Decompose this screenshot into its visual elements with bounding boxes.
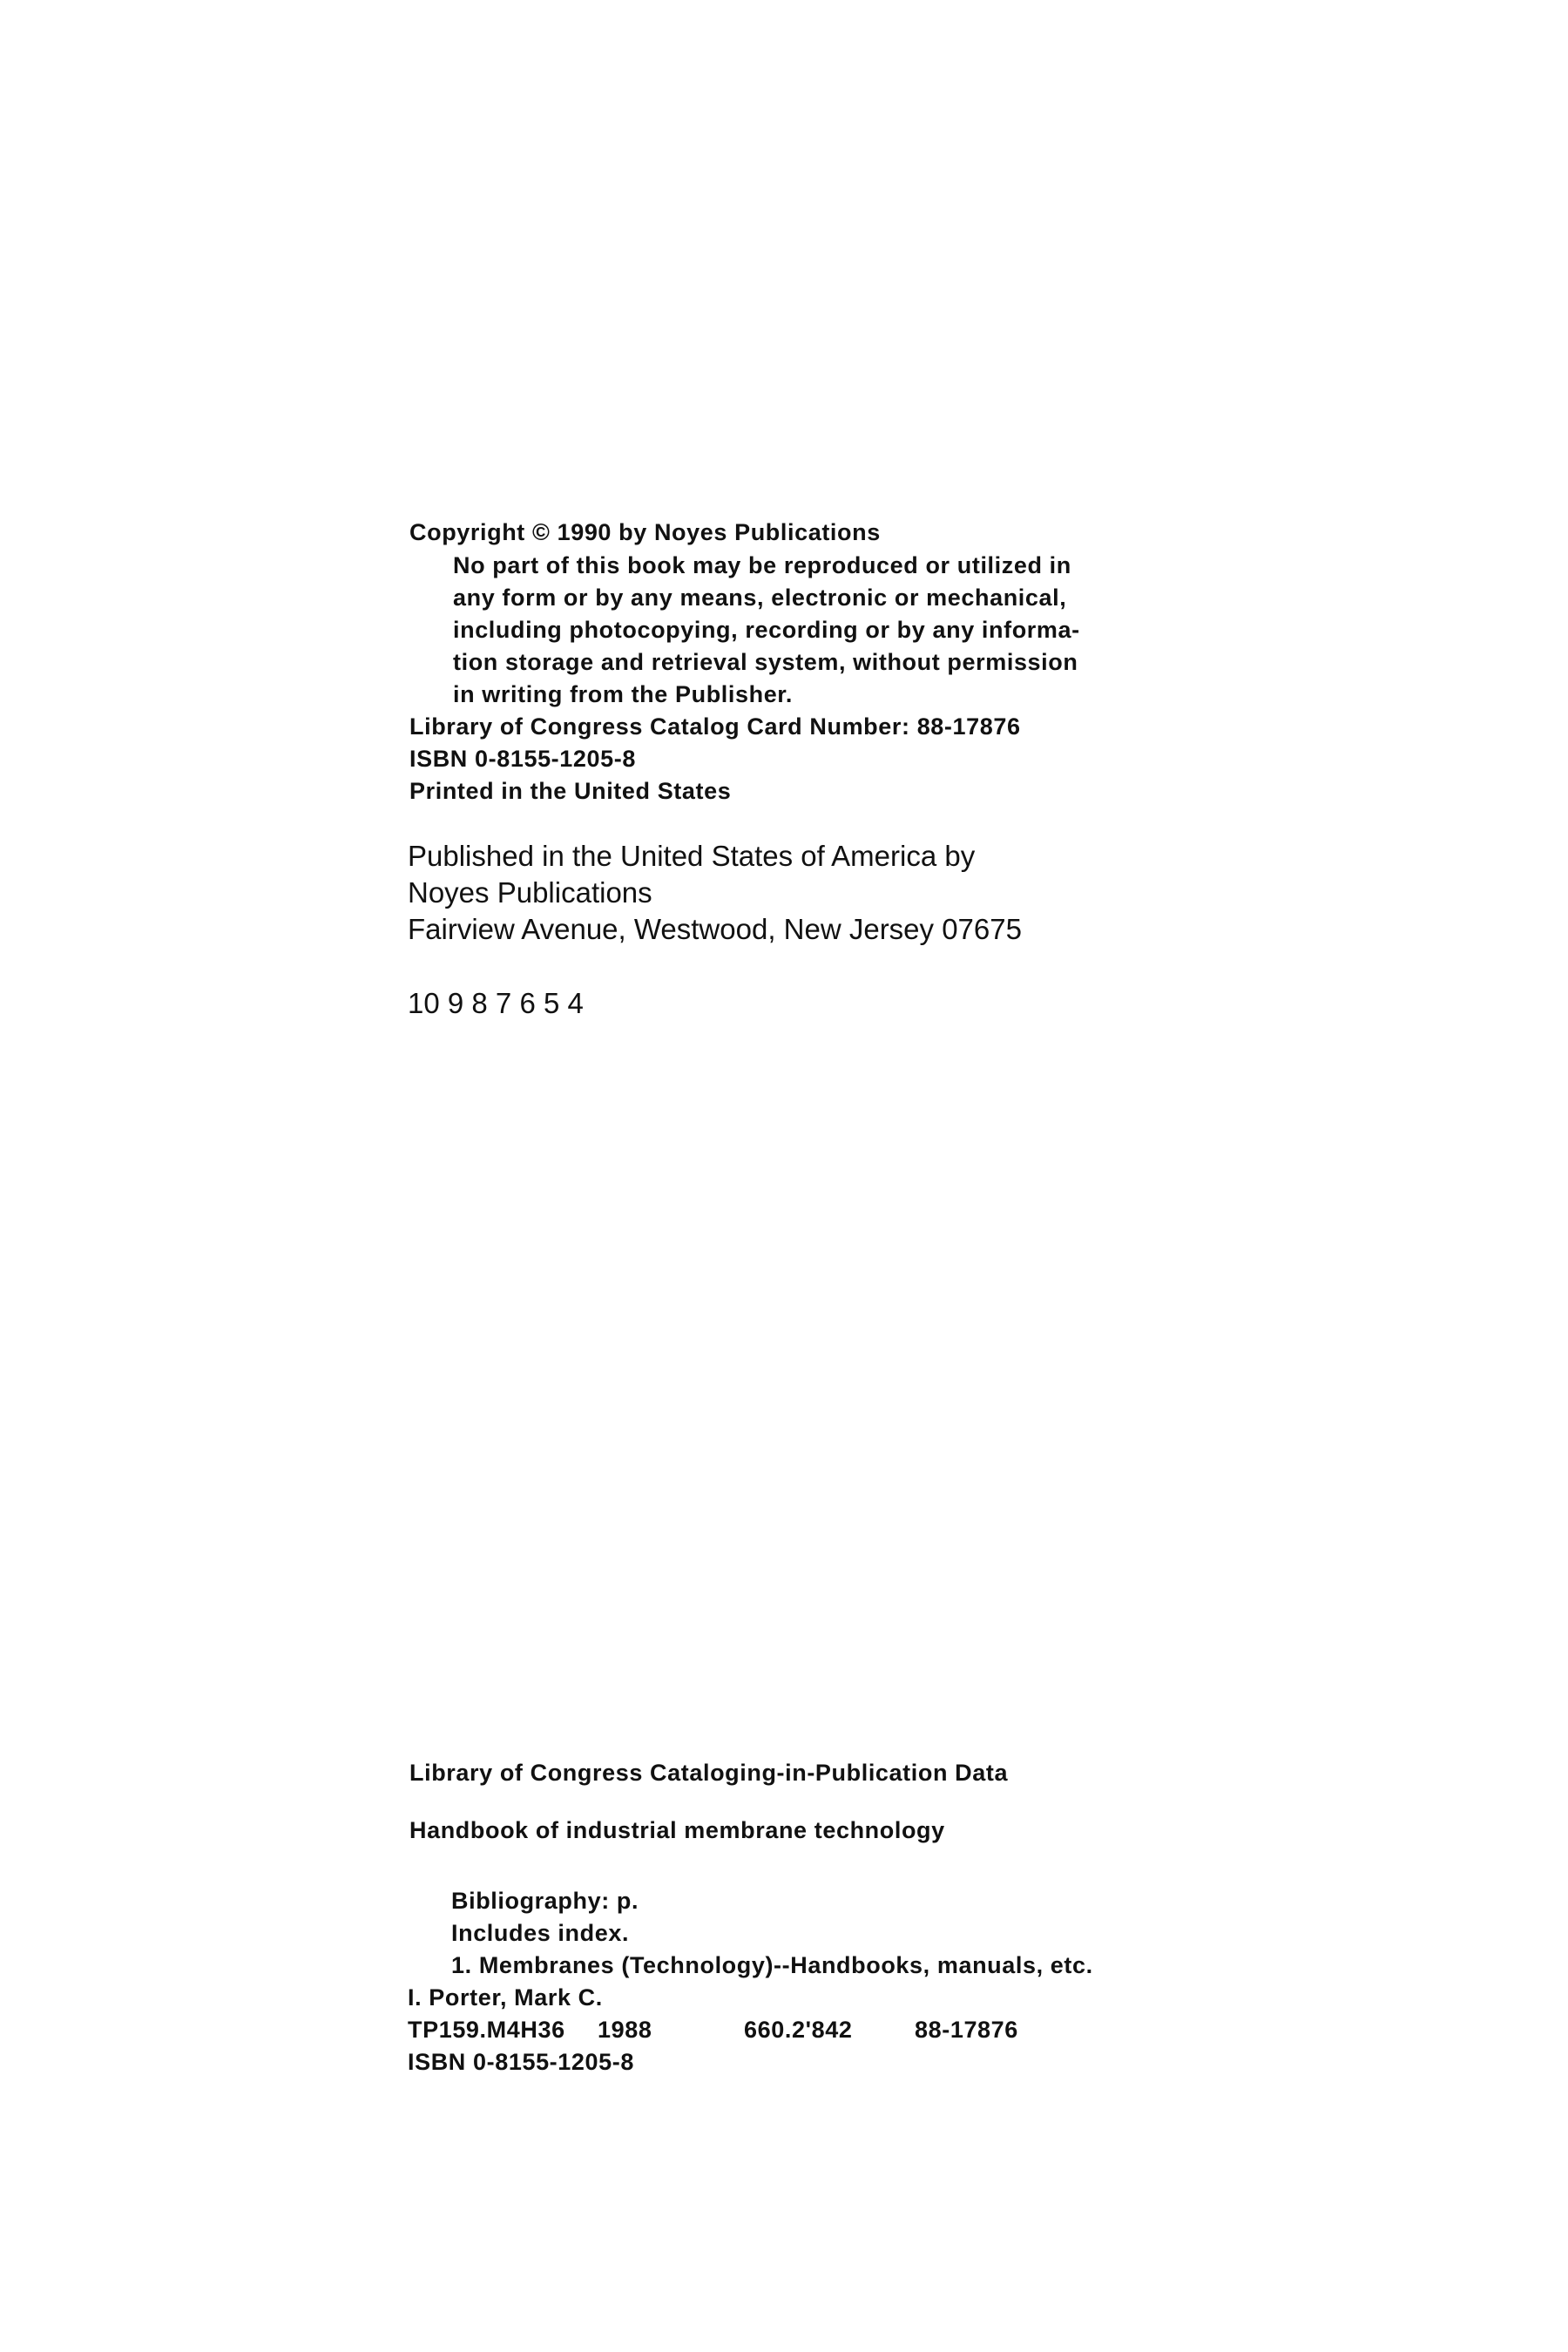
rights-line: any form or by any means, electronic or mechanical, [453,585,1067,611]
print-line: 10 9 8 7 6 5 4 [408,987,584,1019]
rights-line: No part of this book may be reproduced or utilized in [453,552,1071,578]
cip-heading: Library of Congress Cataloging-in-Publication Data [409,1760,1009,1786]
isbn-line: ISBN 0-8155-1205-8 [409,746,636,772]
rights-line: including photocopying, recording or by any informa- [453,617,1080,643]
copyright-line: Copyright © 1990 by Noyes Publications [409,519,881,545]
cip-note: 1. Membranes (Technology)--Handbooks, manuals, etc. [451,1952,1093,1978]
publisher-line: Published in the United States of America by [408,840,976,872]
classification-year: 1988 [598,2017,652,2043]
cip-note: Bibliography: p. [451,1888,639,1914]
cip-title: Handbook of industrial membrane technology [409,1817,945,1843]
cip-isbn: ISBN 0-8155-1205-8 [408,2049,634,2075]
publisher-line: Noyes Publications [408,876,652,909]
rights-line: in writing from the Publisher. [453,681,794,707]
printed-line: Printed in the United States [409,778,732,804]
cip-added-entry: I. Porter, Mark C. [408,1984,603,2011]
rights-line: tion storage and retrieval system, without permission [453,649,1078,675]
lccn-line: Library of Congress Catalog Card Number: 88-17876 [409,713,1021,740]
classification-dewey: 660.2'842 [744,2017,853,2043]
cip-classification-row [408,2018,744,2042]
publisher-line: Fairview Avenue, Westwood, New Jersey 07675 [408,913,1022,945]
classification-number: TP159.M4H36 [408,2017,565,2043]
classification-lccn: 88-17876 [915,2017,1018,2043]
cip-note: Includes index. [451,1920,630,1946]
